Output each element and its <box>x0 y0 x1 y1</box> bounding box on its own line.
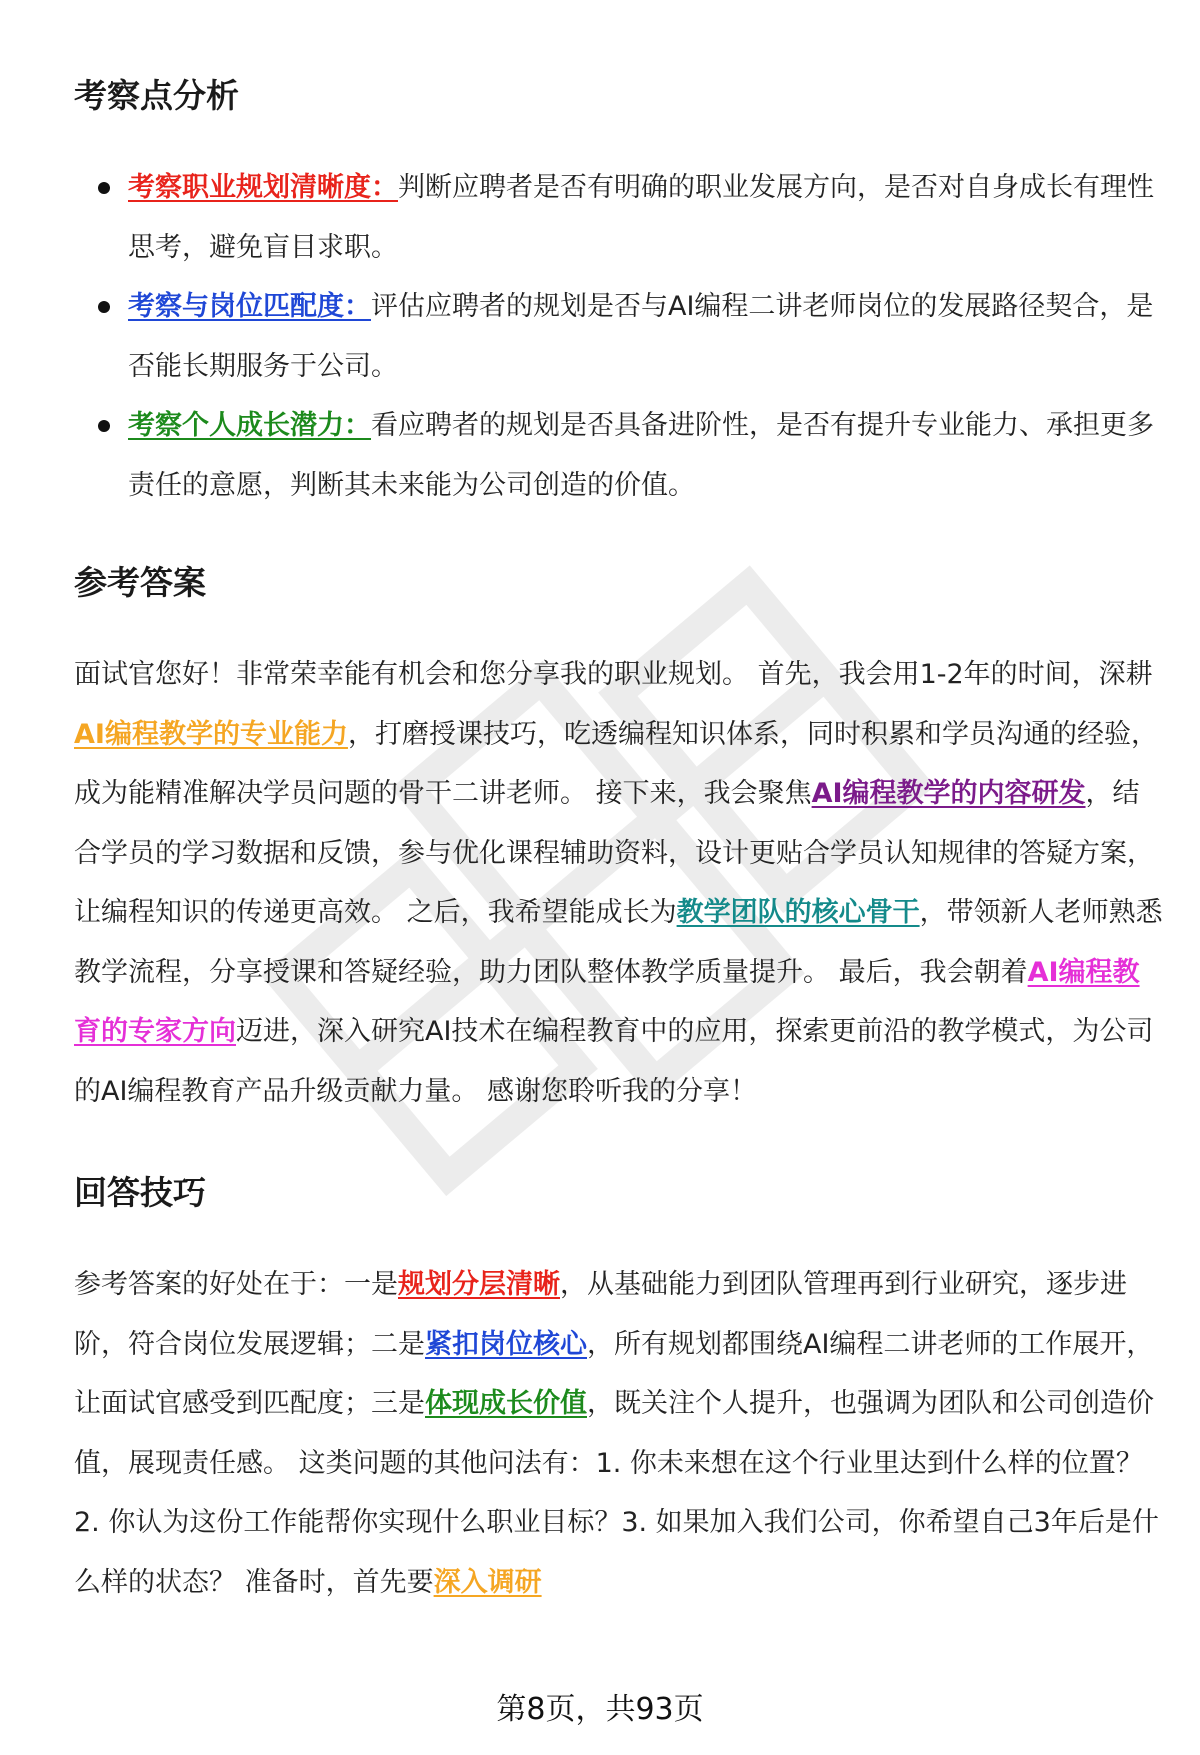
answer-keyword: AI编程教学的内容研发 <box>811 778 1086 809</box>
analysis-point-keyword: 考察与岗位匹配度： <box>128 291 371 322</box>
analysis-point-text: 评估应聘者的规划是否与AI编程二讲老师岗位的发展路径契合，是否能长期服务于公司。 <box>128 291 1154 382</box>
analysis-point-keyword: 考察个人成长潜力： <box>128 410 371 441</box>
answer-text: ，结合学员的学习数据和反馈，参与优化课程辅助资料，设计更贴合学员认知规律的答疑方案，让编程知识的传递更高效。 之后，我希望能成长为 <box>74 778 1154 928</box>
answer-text: ，打磨授课技巧，吃透编程知识体系，同时积累和学员沟通的经验，成为能精准解决学员问题的骨干二讲老师。 接下来，我会聚焦 <box>74 718 1158 809</box>
answer-keyword: AI编程教学的专业能力 <box>74 718 348 750</box>
answer-keyword: AI编程教育的专家方向 <box>74 956 1140 1047</box>
tips-text: 参考答案的好处在于：一是 <box>74 1269 398 1300</box>
answer-text: 面试官您好！非常荣幸能有机会和您分享我的职业规划。 首先，我会用1-2年的时间，深耕 <box>74 659 1153 690</box>
tips-keyword: 规划分层清晰 <box>398 1269 560 1300</box>
bullet-dot <box>98 301 110 313</box>
heading-answer: 参考答案 <box>74 563 206 602</box>
heading-tips: 回答技巧 <box>74 1173 206 1212</box>
answer-keyword: 教学团队的核心骨干 <box>676 897 920 928</box>
analysis-point-text: 看应聘者的规划是否具备进阶性，是否有提升专业能力、承担更多责任的意愿，判断其未来能为公司创造的价值。 <box>128 410 1154 501</box>
answer-text: 迈进，深入研究AI技术在编程教育中的应用，探索更前沿的教学模式，为公司的AI编程教育产品升级贡献力量。 感谢您聆听我的分享！ <box>74 1016 1154 1107</box>
analysis-points-list <box>74 158 1164 515</box>
tips-paragraph <box>74 1255 1164 1612</box>
tips-text: ，既关注个人提升，也强调为团队和公司创造价值，展现责任感。 这类问题的其他问法有：1. 你未来想在这个行业里达到什么样的位置？2. 你认为这份工作能帮你实现什么职业目标？3. 如果加入我们公司，你希望自己3年后是什么样的状态？ 准备时，首先要 <box>74 1388 1159 1598</box>
page-number-footer: 第8页，共93页 <box>496 1692 704 1727</box>
tips-text: ，从基础能力到团队管理再到行业研究，逐步进阶，符合岗位发展逻辑；二是 <box>74 1269 1127 1360</box>
tips-keyword: 深入调研 <box>433 1566 542 1598</box>
heading-analysis: 考察点分析 <box>74 76 239 115</box>
answer-paragraph <box>74 645 1164 1121</box>
analysis-point <box>74 158 1164 277</box>
document-content <box>74 60 1164 1612</box>
analysis-point <box>74 396 1164 515</box>
tips-keyword: 紧扣岗位核心 <box>425 1328 587 1360</box>
analysis-point <box>74 277 1164 396</box>
bullet-dot <box>98 182 110 194</box>
analysis-point-text: 判断应聘者是否有明确的职业发展方向，是否对自身成长有理性思考，避免盲目求职。 <box>128 172 1154 263</box>
answer-text: ，带领新人老师熟悉教学流程，分享授课和答疑经验，助力团队整体教学质量提升。 最后，我会朝着 <box>74 897 1163 988</box>
tips-text: ，所有规划都围绕AI编程二讲老师的工作展开，让面试官感受到匹配度；三是 <box>74 1328 1154 1419</box>
tips-keyword: 体现成长价值 <box>425 1388 587 1419</box>
analysis-point-keyword: 考察职业规划清晰度： <box>128 172 398 203</box>
bullet-dot <box>98 420 110 432</box>
